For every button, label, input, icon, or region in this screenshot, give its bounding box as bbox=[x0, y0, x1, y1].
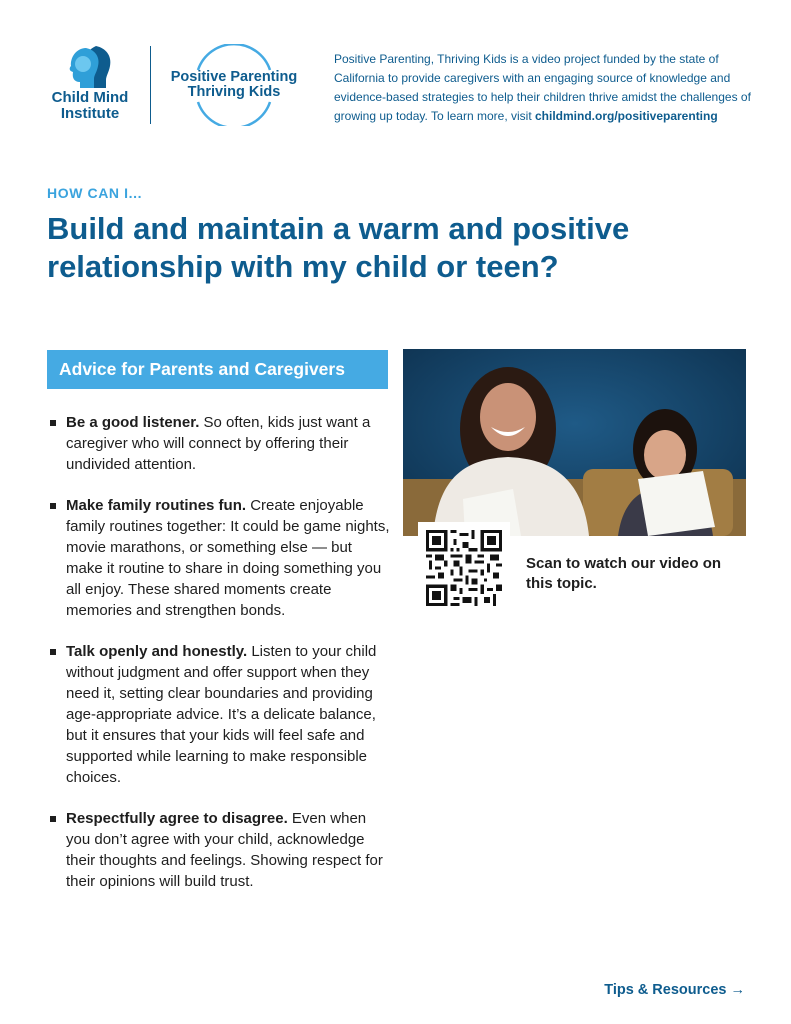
tip-title: Talk openly and honestly. bbox=[66, 643, 248, 660]
project-name-line1: Positive Parenting bbox=[170, 69, 298, 85]
project-name-line2: Thriving Kids bbox=[187, 84, 281, 100]
qr-code[interactable] bbox=[418, 522, 510, 614]
tip-title: Be a good listener. bbox=[66, 414, 200, 431]
bullet-icon bbox=[50, 816, 56, 822]
tip-title: Make family routines fun. bbox=[66, 497, 247, 514]
header-blurb bbox=[334, 50, 754, 126]
tips-list bbox=[47, 412, 392, 912]
page-title: Build and maintain a warm and positive relationship with my child or teen? bbox=[47, 211, 630, 284]
arrow-right-icon: → bbox=[730, 982, 745, 998]
org-name-line1: Child Mind bbox=[51, 89, 129, 106]
eyebrow-label: HOW CAN I... bbox=[47, 185, 143, 201]
bullet-icon bbox=[50, 649, 56, 655]
tip-body: Create enjoyable family routines together: It could be game nights, movie marathons, or something else — but make it routine to share in doing something you all enjoy. These shared moments create memories and strengthen bonds. bbox=[66, 497, 390, 619]
advice-section-header: Advice for Parents and Caregivers bbox=[47, 350, 388, 389]
video-still-photo bbox=[403, 349, 746, 536]
bullet-icon bbox=[50, 503, 56, 509]
child-mind-institute-logo bbox=[44, 44, 136, 128]
tips-resources-link[interactable] bbox=[604, 982, 745, 998]
list-item bbox=[47, 495, 392, 621]
blurb-text: Positive Parenting, Thriving Kids is a video project funded by the state of California to provide caregivers with an engaging source of knowledge and evidence-based strategies to help their children thrive amidst the challenges of growing up today. To learn more, visit bbox=[334, 52, 751, 123]
bullet-icon bbox=[50, 420, 56, 426]
header-divider bbox=[150, 46, 151, 124]
list-item bbox=[47, 808, 392, 892]
list-item bbox=[47, 641, 392, 788]
tip-body: Even when you don’t agree with your child, acknowledge their thoughts and feelings. Showing respect for their opinions will build trust. bbox=[66, 810, 383, 890]
head-profile-icon bbox=[66, 44, 112, 90]
tip-body: Listen to your child without judgment and offer support when they need it, setting clear boundaries and providing age-appropriate advice. It’s a delicate balance, but it ensures that your kids will feel safe and supported while learning to make responsible choices. bbox=[66, 643, 377, 786]
blurb-link[interactable]: childmind.org/positiveparenting bbox=[535, 109, 718, 123]
tip-body: So often, kids just want a caregiver who will connect by offering their undivided attention. bbox=[66, 414, 371, 473]
tip-title: Respectfully agree to disagree. bbox=[66, 810, 288, 827]
positive-parenting-logo bbox=[168, 44, 300, 126]
footer-link-label: Tips & Resources bbox=[604, 982, 727, 998]
scan-instructions: Scan to watch our video on this topic. bbox=[526, 555, 722, 592]
list-item bbox=[47, 412, 392, 475]
qr-code-icon bbox=[426, 530, 502, 606]
org-name-line2: Institute bbox=[60, 105, 120, 122]
